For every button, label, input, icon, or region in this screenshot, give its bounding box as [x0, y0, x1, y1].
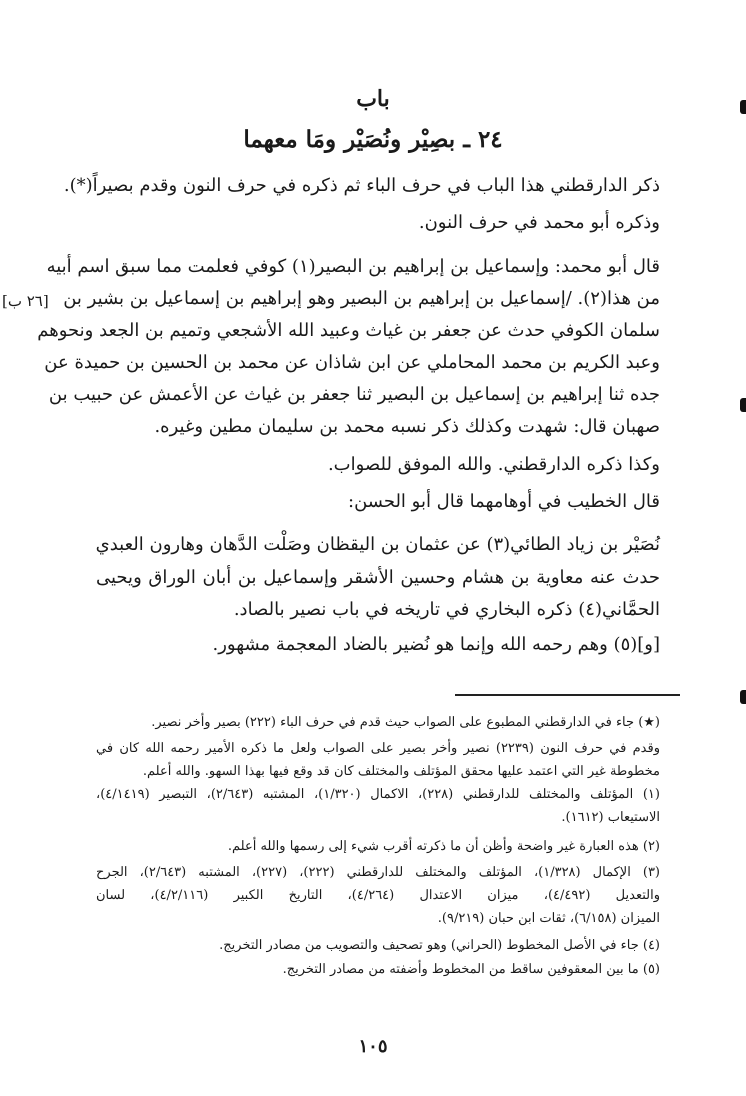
body-line: وذكره أبو محمد في حرف النون.	[418, 212, 660, 233]
body-line: جده ثنا إبراهيم بن إسماعيل بن البصير ثنا جعفر بن غياث عن الأعمش عن حبيب بن	[48, 384, 660, 405]
body-line: حدث عنه معاوية بن هشام وحسين الأشقر وإسماعيل بن أبان الوراق ويحيى	[96, 567, 660, 588]
footnote-line: (★) جاء في الدارقطني المطبوع على الصواب حيث قدم في حرف الباء (٢٢٢) بصير وأخر نصير.	[151, 715, 660, 730]
manuscript-folio-note: [٢٦ ب]	[2, 292, 49, 310]
body-line: [و](٥) وهم رحمه الله وإنما هو نُضير بالضاد المعجمة مشهور.	[212, 634, 660, 655]
body-line: ذكر الدارقطني هذا الباب في حرف الباء ثم ذكره في حرف النون وقدم بصيراً(*).	[63, 175, 660, 196]
footnote-line: وقدم في حرف النون (٢٢٣٩) نصير وأخر بصير على الصواب ولعل ما ذكره الأمير رحمه الله كان في	[96, 741, 660, 756]
chapter-title: ٢٤ ـ بصِيْر ونُصَيْر ومَا معهما	[243, 126, 503, 153]
footnote-line: (٢) هذه العبارة غير واضحة وأظن أن ما ذكرته أقرب شيء إلى رسمها والله أعلم.	[227, 839, 660, 854]
footnote-line: والتعديل (٤/٤٩٢)، ميزان الاعتدال (٤/٢٦٤)، التاريخ الكبير (٤/٢/١١٦)، لسان	[96, 888, 660, 903]
footnote-line: مخطوطة غير التي اعتمد عليها محقق المؤتلف والمختلف كان قد وقع فيها بهذا السهو. والله أعلم.	[142, 764, 660, 779]
body-line: قال الخطيب في أوهامهما قال أبو الحسن:	[348, 491, 660, 512]
body-line: الحمَّاني(٤) ذكره البخاري في تاريخه في باب نصير بالصاد.	[233, 599, 660, 620]
body-line: من هذا(٢). /إسماعيل بن إبراهيم بن البصير وهو إبراهيم بن إسماعيل بن بشير بن	[63, 288, 660, 309]
body-line: سلمان الكوفي حدث عن جعفر بن غياث وعبيد الله الأشجعي وتميم بن الجعد ونحوهم	[37, 320, 660, 341]
footnote-line: الاستيعاب (١٦١٢).	[561, 810, 660, 825]
scan-edge-mark	[740, 100, 746, 114]
footnote-line: (٤) جاء في الأصل المخطوط (الحراني) وهو تصحيف والتصويب من مصادر التخريج.	[219, 938, 660, 953]
body-line: صهبان قال: شهدت وكذلك ذكر نسبه محمد بن سليمان مطين وغيره.	[154, 416, 660, 437]
footnote-separator	[455, 694, 680, 696]
body-line: قال أبو محمد: وإسماعيل بن إبراهيم بن البصير(١) كوفي فعلمت مما سبق اسم أبيه	[46, 256, 660, 277]
chapter-label: باب	[356, 86, 390, 112]
footnote-line: (٥) ما بين المعقوفين ساقط من المخطوط وأضفته من مصادر التخريج.	[282, 962, 660, 977]
body-line: وكذا ذكره الدارقطني. والله الموفق للصواب.	[327, 454, 660, 475]
body-line: نُصَيْر بن زياد الطائي(٣) عن عثمان بن اليقظان وصَلْت الدَّهان وهارون العبدي	[95, 534, 660, 555]
body-line: وعبد الكريم بن محمد المحاملي عن ابن شاذان عن محمد بن الحسين بن حميدة عن	[44, 352, 660, 373]
footnote-line: الميزان (٦/١٥٨)، ثقات ابن حبان (٩/٢١٩).	[437, 911, 660, 926]
scan-edge-mark	[740, 398, 746, 412]
scan-edge-mark	[740, 690, 746, 704]
footnote-line: (٣) الإكمال (١/٣٢٨)، المؤتلف والمختلف للدارقطني (٢٢٢)، (٢٢٧)، المشتبه (٢/٦٤٣)، الجرح	[96, 865, 660, 880]
footnote-line: (١) المؤتلف والمختلف للدارقطني (٢٢٨)، الاكمال (١/٣٢٠)، المشتبه (٢/٦٤٣)، التبصير (٤/١٤١٩)،	[96, 787, 660, 802]
page-number: ١٠٥	[358, 1036, 388, 1057]
